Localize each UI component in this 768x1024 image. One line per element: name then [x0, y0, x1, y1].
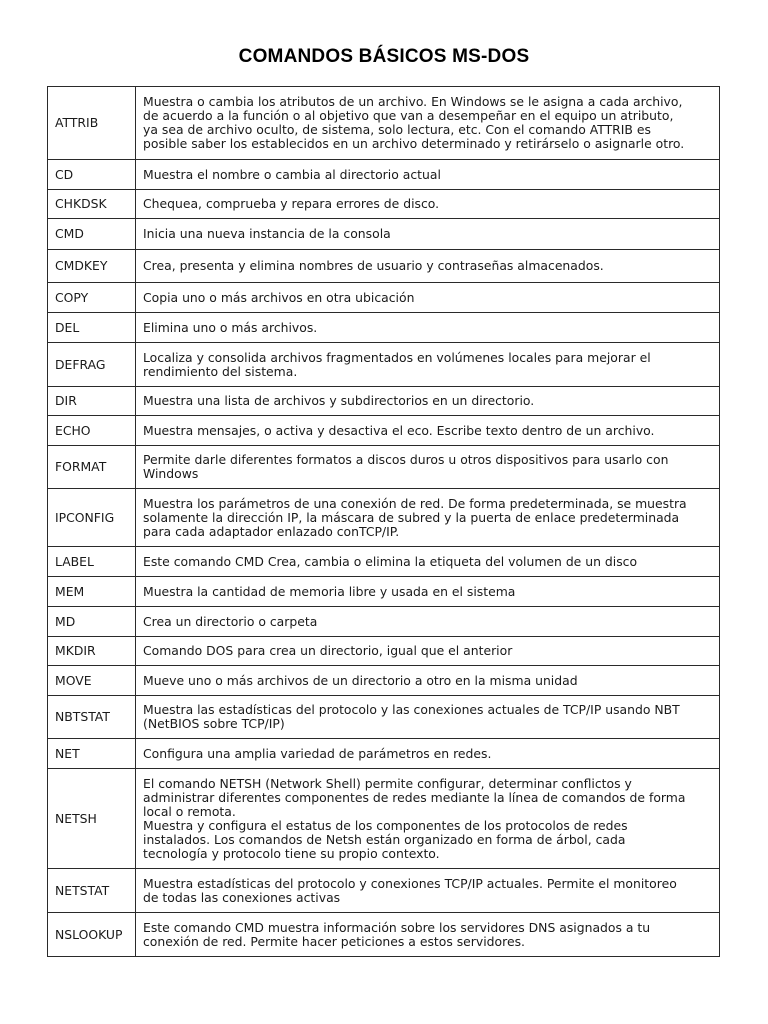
command-description: Muestra los parámetros de una conexión de red. De forma predeterminada, se muestra solamente la dirección IP, la máscara de subred y la puerta de enlace predeterminada para cada adaptador enlazado conTCP/IP.	[136, 489, 720, 547]
table-row	[48, 446, 720, 489]
command-description: Muestra una lista de archivos y subdirectorios en un directorio.	[136, 387, 720, 416]
command-name: DEL	[48, 313, 136, 343]
table-row	[48, 416, 720, 446]
command-description: Crea un directorio o carpeta	[136, 607, 720, 637]
command-name: NSLOOKUP	[48, 913, 136, 957]
command-description: Mueve uno o más archivos de un directorio a otro en la misma unidad	[136, 666, 720, 696]
command-description: Elimina uno o más archivos.	[136, 313, 720, 343]
command-name: NETSH	[48, 769, 136, 869]
table-row	[48, 387, 720, 416]
table-row	[48, 869, 720, 913]
table-row	[48, 607, 720, 637]
command-description: Este comando CMD Crea, cambia o elimina la etiqueta del volumen de un disco	[136, 547, 720, 577]
command-description: Muestra el nombre o cambia al directorio actual	[136, 160, 720, 190]
command-description: Chequea, comprueba y repara errores de disco.	[136, 190, 720, 219]
command-name: MEM	[48, 577, 136, 607]
command-description: Este comando CMD muestra información sobre los servidores DNS asignados a tu conexión de red. Permite hacer peticiones a estos servidores.	[136, 913, 720, 957]
command-name: MKDIR	[48, 637, 136, 666]
command-name: MD	[48, 607, 136, 637]
table-row	[48, 160, 720, 190]
command-description: El comando NETSH (Network Shell) permite configurar, determinar conflictos y administrar diferentes componentes de redes mediante la línea de comandos de forma local o remota. Muestra y configura el estatus de los componentes de los protocolos de redes instalados. Los comandos de Netsh están organizado en forma de árbol, cada tecnología y protocolo tiene su propio contexto.	[136, 769, 720, 869]
command-description: Comando DOS para crea un directorio, igual que el anterior	[136, 637, 720, 666]
table-row	[48, 219, 720, 250]
command-name: CHKDSK	[48, 190, 136, 219]
command-description: Inicia una nueva instancia de la consola	[136, 219, 720, 250]
table-row	[48, 739, 720, 769]
command-name: FORMAT	[48, 446, 136, 489]
table-row	[48, 913, 720, 957]
command-name: CMD	[48, 219, 136, 250]
commands-table	[47, 86, 720, 957]
table-row	[48, 577, 720, 607]
table-row	[48, 343, 720, 387]
command-description: Copia uno o más archivos en otra ubicación	[136, 283, 720, 313]
command-description: Localiza y consolida archivos fragmentados en volúmenes locales para mejorar el rendimiento del sistema.	[136, 343, 720, 387]
command-name: CD	[48, 160, 136, 190]
command-name: COPY	[48, 283, 136, 313]
command-description: Crea, presenta y elimina nombres de usuario y contraseñas almacenados.	[136, 250, 720, 283]
command-name: MOVE	[48, 666, 136, 696]
command-name: CMDKEY	[48, 250, 136, 283]
table-row	[48, 666, 720, 696]
command-name: LABEL	[48, 547, 136, 577]
page-title: COMANDOS BÁSICOS MS-DOS	[238, 46, 530, 67]
command-name: NETSTAT	[48, 869, 136, 913]
command-description: Muestra mensajes, o activa y desactiva el eco. Escribe texto dentro de un archivo.	[136, 416, 720, 446]
table-row	[48, 283, 720, 313]
command-name: ATTRIB	[48, 87, 136, 160]
command-name: IPCONFIG	[48, 489, 136, 547]
table-row	[48, 313, 720, 343]
table-row	[48, 696, 720, 739]
command-name: DEFRAG	[48, 343, 136, 387]
command-description: Muestra la cantidad de memoria libre y usada en el sistema	[136, 577, 720, 607]
table-row	[48, 190, 720, 219]
command-name: NBTSTAT	[48, 696, 136, 739]
command-name: DIR	[48, 387, 136, 416]
command-description: Muestra o cambia los atributos de un archivo. En Windows se le asigna a cada archivo, de acuerdo a la función o al objetivo que van a desempeñar en el equipo un atributo, ya sea de archivo oculto, de sistema, solo lectura, etc. Con el comando ATTRIB es posible saber los establecidos en un archivo determinado y retirárselo o asignarle otro.	[136, 87, 720, 160]
table-row	[48, 489, 720, 547]
command-description: Muestra las estadísticas del protocolo y las conexiones actuales de TCP/IP usando NBT (NetBIOS sobre TCP/IP)	[136, 696, 720, 739]
table-row	[48, 87, 720, 160]
command-name: NET	[48, 739, 136, 769]
command-description: Permite darle diferentes formatos a discos duros u otros dispositivos para usarlo con Windows	[136, 446, 720, 489]
table-row	[48, 769, 720, 869]
table-row	[48, 250, 720, 283]
command-name: ECHO	[48, 416, 136, 446]
command-description: Configura una amplia variedad de parámetros en redes.	[136, 739, 720, 769]
table-row	[48, 547, 720, 577]
table-row	[48, 637, 720, 666]
command-description: Muestra estadísticas del protocolo y conexiones TCP/IP actuales. Permite el monitoreo de todas las conexiones activas	[136, 869, 720, 913]
